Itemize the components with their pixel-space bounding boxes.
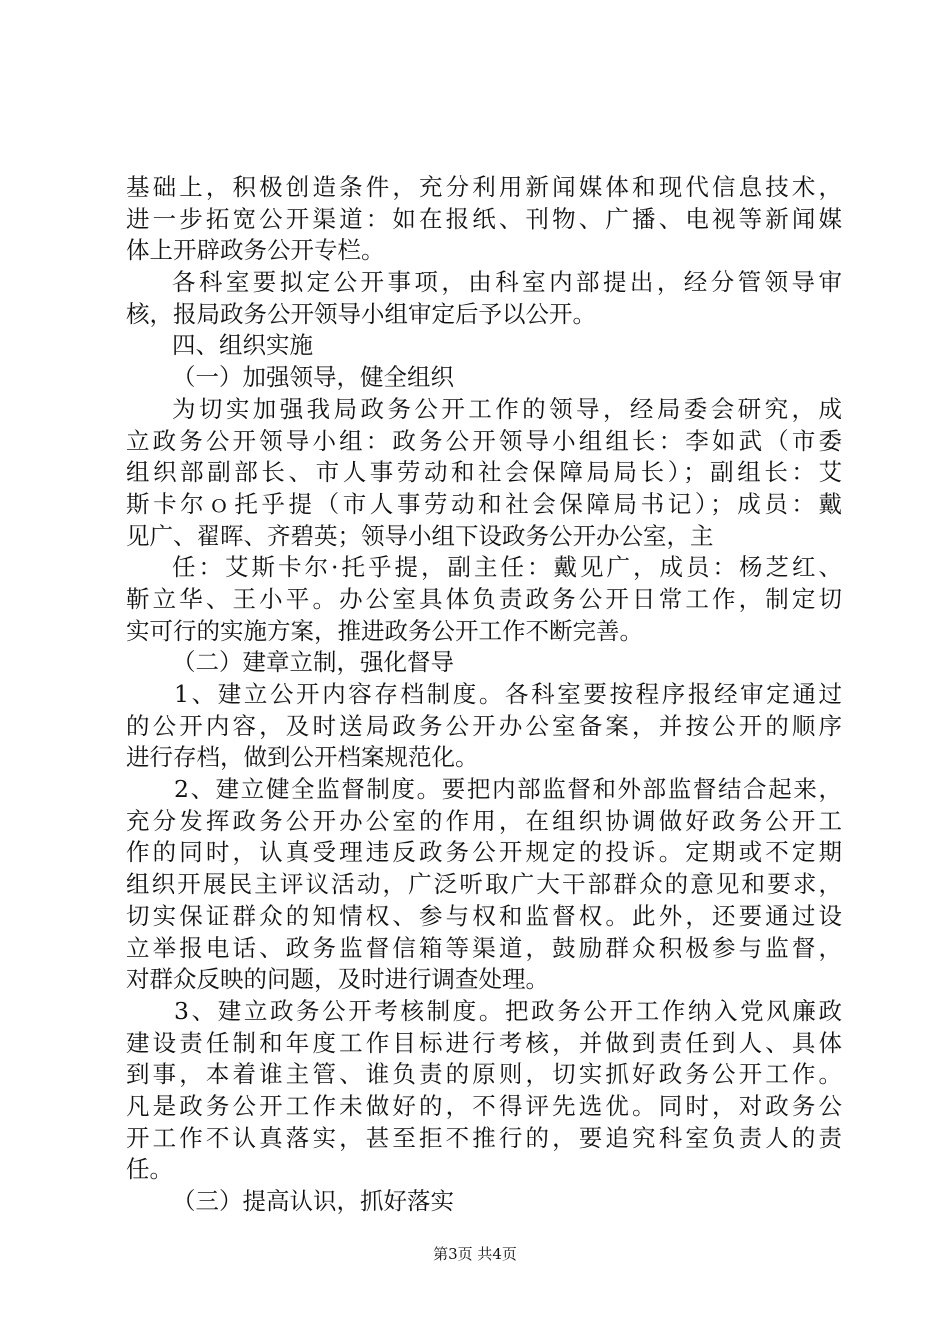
paragraph-start-line: 任：艾斯卡尔·托乎提，副主任：戴见广，成员：杨芝红、 [172, 553, 842, 582]
text-line: 任。 [126, 1155, 173, 1184]
text-line: 进行存档，做到公开档案规范化。 [126, 743, 479, 772]
subsection-heading: （一）加强领导，健全组织 [172, 363, 454, 392]
page-number-label: 第3页 共4页 [433, 1245, 517, 1263]
text-line: 建设责任制和年度工作目标进行考核，并做到责任到人、具体 [126, 1028, 842, 1057]
text-line: 开工作不认真落实，甚至拒不推行的，要追究科室负责人的责 [126, 1123, 842, 1152]
text-line: 组织开展民主评议活动，广泛听取广大干部群众的意见和要求， [126, 870, 842, 899]
text-line: 核，报局政务公开领导小组审定后予以公开。 [126, 299, 596, 328]
paragraph-start-line: 3、建立政务公开考核制度。把政务公开工作纳入党风廉政 [174, 996, 842, 1025]
text-line: 靳立华、王小平。办公室具体负责政务公开日常工作，制定切 [126, 584, 842, 613]
subsection-heading: （三）提高认识，抓好落实 [172, 1187, 454, 1215]
page-footer [0, 1244, 950, 1264]
text-line: 对群众反映的问题，及时进行调查处理。 [126, 965, 549, 994]
text-line: 实可行的实施方案，推进政务公开工作不断完善。 [126, 616, 643, 645]
text-line: 作的同时，认真受理违反政务公开规定的投诉。定期或不定期 [126, 838, 842, 867]
text-line: 切实保证群众的知情权、参与权和监督权。此外，还要通过设 [126, 901, 842, 930]
subsection-heading: （二）建章立制，强化督导 [172, 648, 454, 677]
text-line: 充分发挥政务公开办公室的作用，在组织协调做好政务公开工 [126, 806, 842, 835]
text-line: 进一步拓宽公开渠道：如在报纸、刊物、广播、电视等新闻媒 [126, 204, 842, 233]
text-line: 凡是政务公开工作未做好的，不得评先选优。同时，对政务公 [126, 1091, 842, 1120]
text-line: 立举报电话、政务监督信箱等渠道，鼓励群众积极参与监督， [126, 933, 842, 962]
paragraph-start-line: 2、建立健全监督制度。要把内部监督和外部监督结合起来， [174, 775, 842, 804]
paragraph-start-line: 为切实加强我局政务公开工作的领导，经局委会研究，成 [172, 394, 842, 423]
section-heading: 四、组织实施 [172, 331, 313, 360]
text-line: 斯卡尔ｏ托乎提（市人事劳动和社会保障局书记）；成员：戴 [126, 489, 842, 518]
text-line: 体上开辟政务公开专栏。 [126, 236, 385, 265]
document-body [126, 172, 842, 1218]
text-line: 基础上，积极创造条件，充分利用新闻媒体和现代信息技术， [126, 173, 842, 201]
text-line: 到事，本着谁主管、谁负责的原则，切实抓好政务公开工作。 [126, 1060, 842, 1089]
paragraph-start-line: 各科室要拟定公开事项，由科室内部提出，经分管领导审 [172, 268, 842, 297]
text-line: 的公开内容，及时送局政务公开办公室备案，并按公开的顺序 [126, 711, 842, 740]
paragraph-start-line: 1、建立公开内容存档制度。各科室要按程序报经审定通过 [174, 680, 842, 708]
text-line: 立政务公开领导小组：政务公开领导小组组长：李如武（市委 [126, 426, 842, 455]
text-line: 组织部副部长、市人事劳动和社会保障局局长）；副组长：艾 [126, 458, 842, 487]
text-line: 见广、翟晖、齐碧英；领导小组下设政务公开办公室，主 [126, 521, 714, 550]
